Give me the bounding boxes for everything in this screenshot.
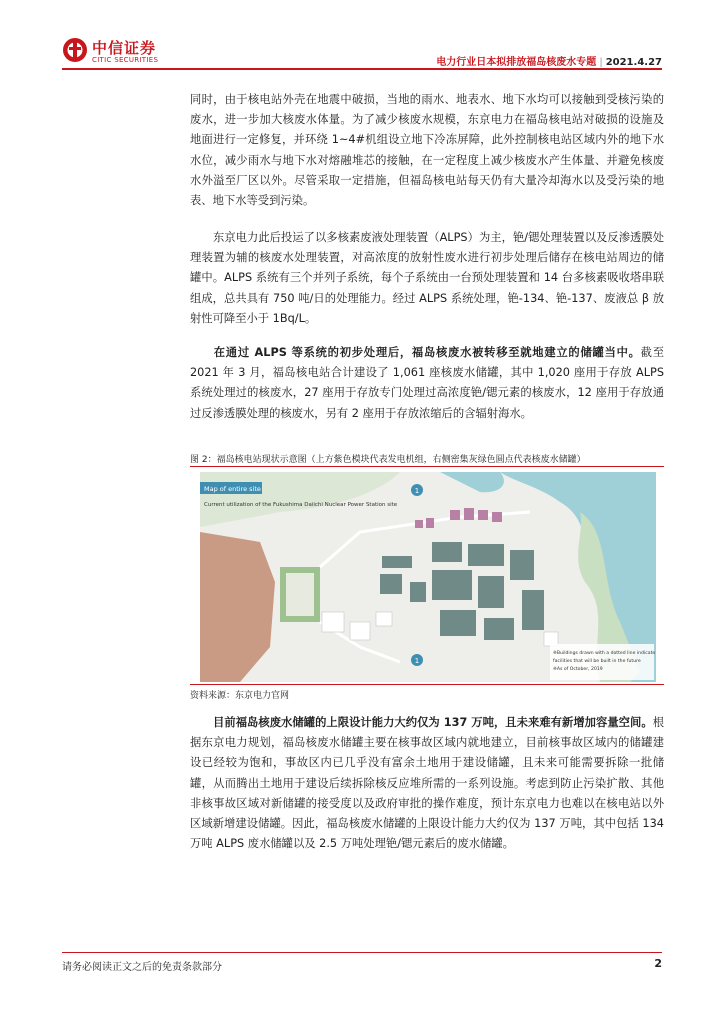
- paragraph-2-text: 东京电力此后投运了以多核素废液处理装置（ALPS）为主，铯/锶处理装置以及反渗透膜处理装置为辅的核废水处理装置，对高浓度的放射性废水进行初步处理后储存在核电站周边的储罐中。ALPS 系统有三个并列子系统，每个子系统由一台预处理装置和 14 台多核素吸收塔串联组成，总共具有 750 吨/日的处理能力。经过 ALPS 系统处理，铯-134、铯-137、废液总 β 放射性可降至小于 1Bq/L。: [190, 231, 664, 325]
- report-date: 2021.4.27: [605, 57, 662, 68]
- logo-chinese-name: 中信证券: [92, 39, 157, 57]
- citic-logo-icon: [62, 37, 88, 63]
- paragraph-2: [190, 228, 664, 329]
- footer-divider: [62, 952, 662, 953]
- page-number: 2: [654, 957, 662, 970]
- fukushima-site-map: [200, 472, 656, 682]
- citic-securities-logo: [62, 36, 172, 70]
- paragraph-4-text: 根据东京电力规划，福岛核废水储罐主要在核事故区域内就地建立，目前核事故区域内的储罐建设已经较为饱和，事故区内已几乎没有富余土地用于建设储罐，且未来可能需要拆除一批储罐，从而腾出土地用于建设后续拆除核反应堆所需的一系列设施。考虑到防止污染扩散、其他非核事故区域对新储罐的接受度以及政府审批的操作难度，预计东京电力也难以在核电站以外区域新增建设储罐。因此，福岛核废水储罐的上限设计能力大约仅为 137 万吨，其中包括 134 万吨 ALPS 废水储罐以及 2.5 万吨处理铯/锶元素后的废水储罐。: [190, 716, 664, 851]
- logo-english-name: CITIC SECURITIES: [92, 56, 159, 64]
- paragraph-3-lead: 在通过 ALPS 等系统的初步处理后，福岛核废水被转移至就地建立的储罐当中。: [213, 346, 641, 359]
- paragraph-3: [190, 343, 664, 424]
- paragraph-1: 同时，由于核电站外壳在地震中破损，当地的雨水、地表水、地下水均可以接触到受核污染的废水，进一步加大核废水体量。为了减少核废水规模，东京电力在福岛核电站对破损的设施及地面进行一定修复，并环绕 1~4#机组设立地下冷冻屏障，此外控制核电站区域内外的地下水水位，减少雨水与地下水对熔融堆芯的接触，在一定程度上减少核废水产生体量、并避免核废水外溢至厂区以外。尽管采取一定措施，但福岛核电站每天仍有大量冷却海水以及受污染的地表、地下水等受到污染。: [190, 93, 664, 208]
- figure-source: 资料来源：东京电力官网: [190, 691, 290, 701]
- svg-text:1: 1: [414, 657, 420, 665]
- paragraph-3-text: 截至 2021 年 3 月，福岛核电站合计建设了 1,061 座核废水储罐，其中 1,020 座用于存放 ALPS 系统处理过的核废水，27 座用于存放专门处理过高浓度铯/锶元素的核废水，12 座用于存放通过反渗透膜处理的核废水，另有 2 座用于存放浓缩后的含辐射海水。: [190, 346, 664, 420]
- header-separator: |: [599, 57, 603, 68]
- report-title: 电力行业日本拟排放福岛核废水专题: [436, 57, 597, 68]
- map-title: Map of entire site: [204, 485, 261, 493]
- figure-bottom-rule: [190, 684, 664, 685]
- map-subtitle: Current utilization of the Fukushima Daiichi Nuclear Power Station site: [204, 502, 398, 508]
- report-header: [436, 53, 662, 68]
- map-note-3: ※As of October, 2019: [553, 667, 603, 672]
- header-divider: [62, 68, 662, 70]
- map-note-1: ※Buildings drawn with a dotted line indicate: [553, 651, 656, 656]
- paragraph-4-lead: 目前福岛核废水储罐的上限设计能力大约仅为 137 万吨，且未来难有新增加容量空间。: [213, 716, 653, 729]
- figure-caption: 图 2：福岛核电站现状示意图（上方紫色模块代表发电机组，右侧密集灰绿色圆点代表核废水储罐）: [190, 455, 586, 465]
- svg-text:1: 1: [414, 487, 420, 495]
- paragraph-4: [190, 713, 664, 854]
- figure-top-rule: [190, 466, 664, 467]
- map-note-2: facilities that will be built in the future: [553, 659, 641, 664]
- footer-disclaimer: 请务必阅读正文之后的免责条款部分: [62, 962, 222, 973]
